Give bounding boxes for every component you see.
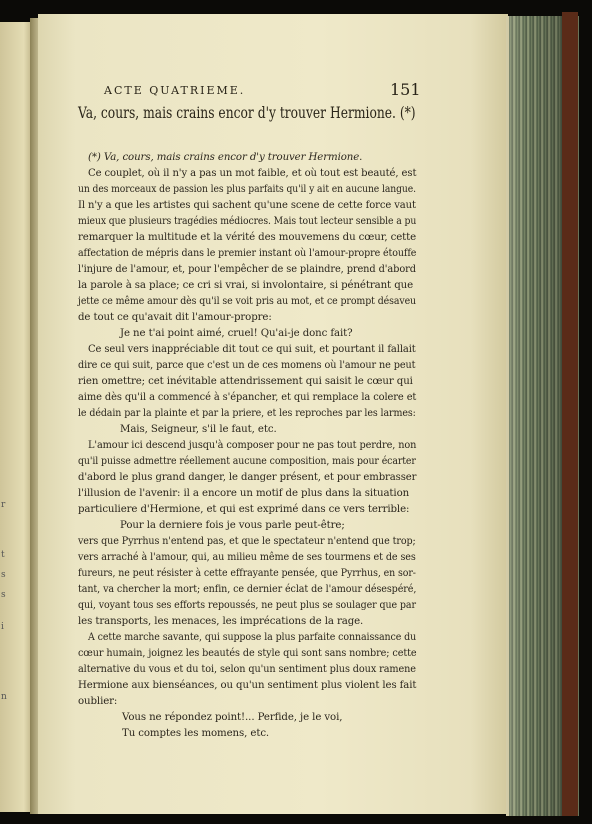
note-line: cœur humain, joignez les beautés de style qui sont sans nombre; cette — [78, 648, 417, 659]
note-line: (*) Va, cours, mais crains encor d'y trouver Hermione. — [88, 152, 363, 163]
note-line: aime dès qu'il a commencé à s'épancher, et qui remplace la colere et — [78, 392, 417, 403]
note-line: mieux que plusieurs tragédies médiocres. Mais tout lecteur sensible a pu — [78, 216, 417, 227]
note-line: qui, voyant tous ses efforts repoussés, ne peut plus se soulager que par — [78, 600, 416, 611]
note-line: rien omettre; cet inévitable attendrissement qui saisit le cœur qui — [78, 376, 413, 387]
note-line: l'illusion de l'avenir: il a encore un motif de plus dans la situation — [78, 488, 410, 499]
note-line: Ce couplet, où il n'y a pas un mot faible, et où tout est beauté, est — [88, 168, 417, 179]
note-line: vers arraché à l'amour, qui, au milieu même de ses tourmens et de ses — [78, 552, 416, 563]
running-head: ACTE QUATRIEME. — [104, 84, 246, 97]
note-line: tant, va chercher la mort; enfin, ce dernier éclat de l'amour désespéré, — [78, 584, 417, 595]
note-line: d'abord le plus grand danger, le danger présent, et pour embrasser — [78, 472, 417, 483]
note-line: A cette marche savante, qui suppose la plus parfaite connaissance du — [88, 632, 417, 643]
note-line: Je ne t'ai point aimé, cruel! Qu'ai-je donc fait? — [120, 328, 353, 339]
note-line: Il n'y a que les artistes qui sachent qu'une scene de cette force vaut — [78, 200, 416, 211]
note-line: Vous ne répondez point!... Perfide, je le voi, — [122, 712, 343, 723]
note-line: remarquer la multitude et la vérité des mouvemens du cœur, cette — [78, 232, 417, 243]
note-line: Pour la derniere fois je vous parle peut-être; — [120, 520, 345, 531]
facing-page-fragment: n — [1, 692, 7, 702]
page-number: 151 — [390, 80, 421, 99]
facing-page-fragment: i — [1, 622, 4, 632]
note-line: fureurs, ne peut résister à cette effrayante pensée, que Pyrrhus, en sor- — [78, 568, 416, 579]
note-line: qu'il puisse admettre réellement aucune composition, mais pour écarter — [78, 456, 416, 467]
note-line: alternative du vous et du toi, selon qu'un sentiment plus doux ramene — [78, 664, 416, 675]
book-cover — [562, 12, 578, 816]
note-line: vers que Pyrrhus n'entend pas, et que le spectateur n'entend que trop; — [78, 536, 416, 547]
note-line: oublier: — [78, 696, 118, 707]
note-line: particuliere d'Hermione, et qui est exprimé dans ce vers terrible: — [78, 504, 410, 515]
note-line: de tout ce qu'avait dit l'amour-propre: — [78, 312, 272, 323]
note-line: dire ce qui suit, parce que c'est un de ces momens où l'amour ne peut — [78, 360, 416, 371]
note-line: la parole à sa place; ce cri si vrai, si involontaire, si pénétrant que — [78, 280, 414, 291]
facing-page-fragment: r — [1, 500, 6, 510]
note-line: Ce seul vers inappréciable dit tout ce qui suit, et pourtant il fallait — [88, 344, 416, 355]
facing-page-fragment: t — [1, 550, 5, 560]
note-line: affectation de mépris dans le premier instant où l'amour-propre étouffe — [78, 248, 417, 259]
verse-line: Va, cours, mais crains encor d'y trouver Hermione. (*) — [78, 104, 416, 122]
note-line: jette ce même amour dès qu'il se voit pris au mot, et ce prompt désaveu — [78, 296, 417, 307]
note-line: un des morceaux de passion les plus parfaits qu'il y ait en aucune langue. — [78, 184, 416, 195]
facing-page-fragment: s — [1, 570, 6, 580]
facing-page-fragment: s — [1, 590, 6, 600]
note-line: le dédain par la plainte et par la priere, et les reproches par les larmes: — [78, 408, 416, 419]
note-line: Mais, Seigneur, s'il le faut, etc. — [120, 424, 277, 435]
note-line: L'amour ici descend jusqu'à composer pour ne pas tout perdre, non — [88, 440, 417, 451]
note-line: les transports, les menaces, les imprécations de la rage. — [78, 616, 364, 627]
note-line: Tu comptes les momens, etc. — [122, 728, 270, 739]
note-line: l'injure de l'amour, et, pour l'empêcher de se plaindre, prend d'abord — [78, 264, 416, 275]
facing-page-edge — [0, 22, 34, 812]
note-line: Hermione aux bienséances, ou qu'un sentiment plus violent les fait — [78, 680, 417, 691]
